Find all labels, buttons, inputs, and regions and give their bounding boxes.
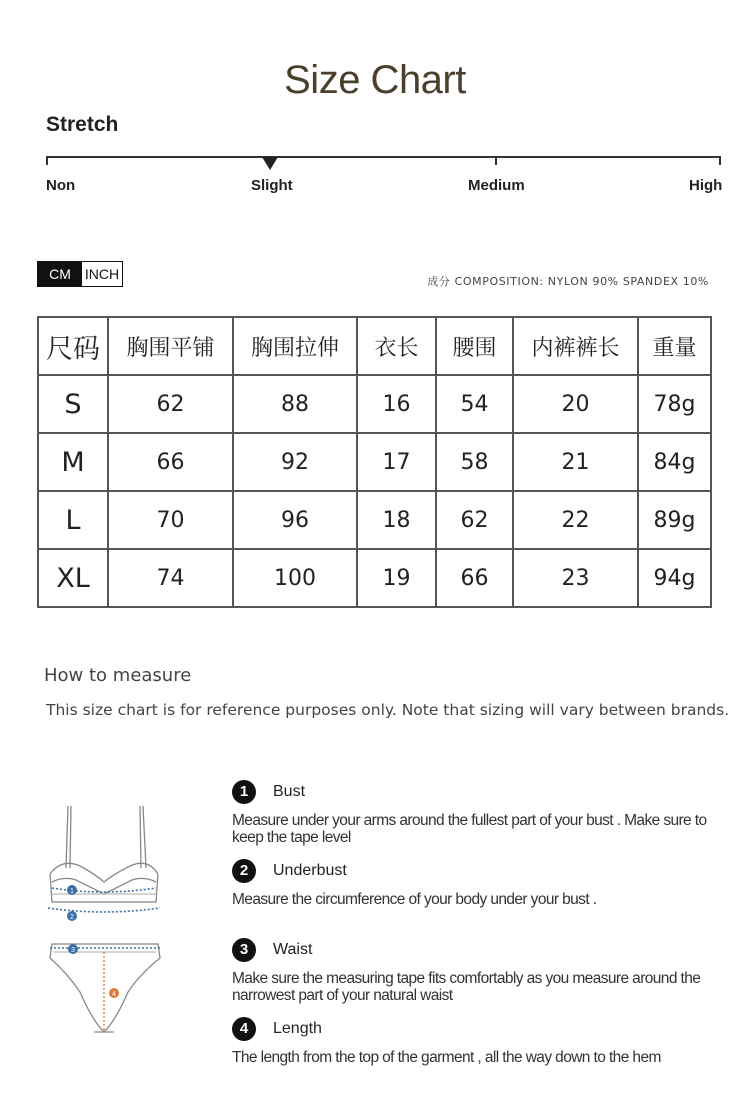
- composition-text: 成分 COMPOSITION: NYLON 90% SPANDEX 10%: [427, 275, 709, 288]
- table-row: [38, 433, 711, 491]
- stretch-pointer-icon: [262, 157, 278, 170]
- size-table: [37, 316, 712, 608]
- step-1-badge: 1: [232, 780, 256, 804]
- table-cell: 92: [233, 433, 357, 491]
- table-cell: 96: [233, 491, 357, 549]
- header-brief-length: 内裤裤长: [513, 317, 638, 375]
- table-cell: 62: [108, 375, 233, 433]
- table-cell: 16: [357, 375, 436, 433]
- table-row: [38, 491, 711, 549]
- stretch-tick-high: [719, 156, 721, 165]
- stretch-level-slight: Slight: [251, 177, 293, 194]
- step-2-desc: Measure the circumference of your body under your bust .: [232, 891, 597, 908]
- stretch-level-medium: Medium: [468, 177, 525, 194]
- table-cell: 58: [436, 433, 513, 491]
- step-2-title: Underbust: [273, 862, 347, 879]
- table-cell: 62: [436, 491, 513, 549]
- garment-diagram-icon: [40, 796, 170, 1041]
- stretch-tick-non: [46, 156, 48, 165]
- step-1-title: Bust: [273, 783, 306, 800]
- header-size: 尺码: [38, 317, 108, 375]
- step-3-badge: 3: [232, 938, 256, 962]
- table-cell: L: [38, 491, 108, 549]
- stretch-level-high: High: [689, 177, 723, 194]
- how-to-measure-title: How to measure: [44, 665, 192, 686]
- table-cell: S: [38, 375, 108, 433]
- table-cell: 23: [513, 549, 638, 607]
- step-2-badge: 2: [232, 859, 256, 883]
- page-title: Size Chart: [284, 58, 466, 102]
- unit-cm-button[interactable]: CM: [38, 262, 82, 286]
- marker-4: 4: [112, 991, 116, 998]
- stretch-label: Stretch: [46, 113, 119, 136]
- header-waist: 腰围: [436, 317, 513, 375]
- stretch-level-non: Non: [46, 177, 76, 194]
- table-row: [38, 549, 711, 607]
- table-cell: 66: [436, 549, 513, 607]
- table-header-row: [38, 317, 711, 375]
- stretch-scale-line: [46, 156, 721, 158]
- table-cell: 89g: [638, 491, 711, 549]
- step-1-desc: Measure under your arms around the fullest part of your bust . Make sure to keep the tape level: [232, 812, 707, 846]
- unit-inch-button[interactable]: INCH: [82, 262, 122, 286]
- table-cell: 100: [233, 549, 357, 607]
- step-4-badge: 4: [232, 1017, 256, 1041]
- header-bust-stretch: 胸围拉伸: [233, 317, 357, 375]
- how-to-measure-note: This size chart is for reference purposes only. Note that sizing will vary between brands.: [46, 701, 730, 719]
- table-cell: XL: [38, 549, 108, 607]
- table-cell: 18: [357, 491, 436, 549]
- table-cell: 66: [108, 433, 233, 491]
- stretch-tick-medium: [495, 156, 497, 165]
- table-cell: 94g: [638, 549, 711, 607]
- table-cell: 21: [513, 433, 638, 491]
- table-cell: 70: [108, 491, 233, 549]
- table-cell: 84g: [638, 433, 711, 491]
- table-cell: 22: [513, 491, 638, 549]
- table-cell: 19: [357, 549, 436, 607]
- unit-toggle[interactable]: [37, 261, 123, 287]
- header-weight: 重量: [638, 317, 711, 375]
- table-cell: 88: [233, 375, 357, 433]
- marker-1: 1: [70, 888, 74, 895]
- table-cell: M: [38, 433, 108, 491]
- table-cell: 54: [436, 375, 513, 433]
- table-cell: 78g: [638, 375, 711, 433]
- marker-3: 3: [71, 947, 75, 954]
- step-4-title: Length: [273, 1020, 322, 1037]
- table-cell: 17: [357, 433, 436, 491]
- step-4-desc: The length from the top of the garment , all the way down to the hem: [232, 1049, 661, 1066]
- table-cell: 20: [513, 375, 638, 433]
- header-bust-flat: 胸围平铺: [108, 317, 233, 375]
- table-cell: 74: [108, 549, 233, 607]
- header-top-length: 衣长: [357, 317, 436, 375]
- table-row: [38, 375, 711, 433]
- step-3-title: Waist: [273, 941, 313, 958]
- marker-2: 2: [70, 914, 74, 921]
- step-3-desc: Make sure the measuring tape fits comfortably as you measure around the narrowest part of your natural waist: [232, 970, 701, 1004]
